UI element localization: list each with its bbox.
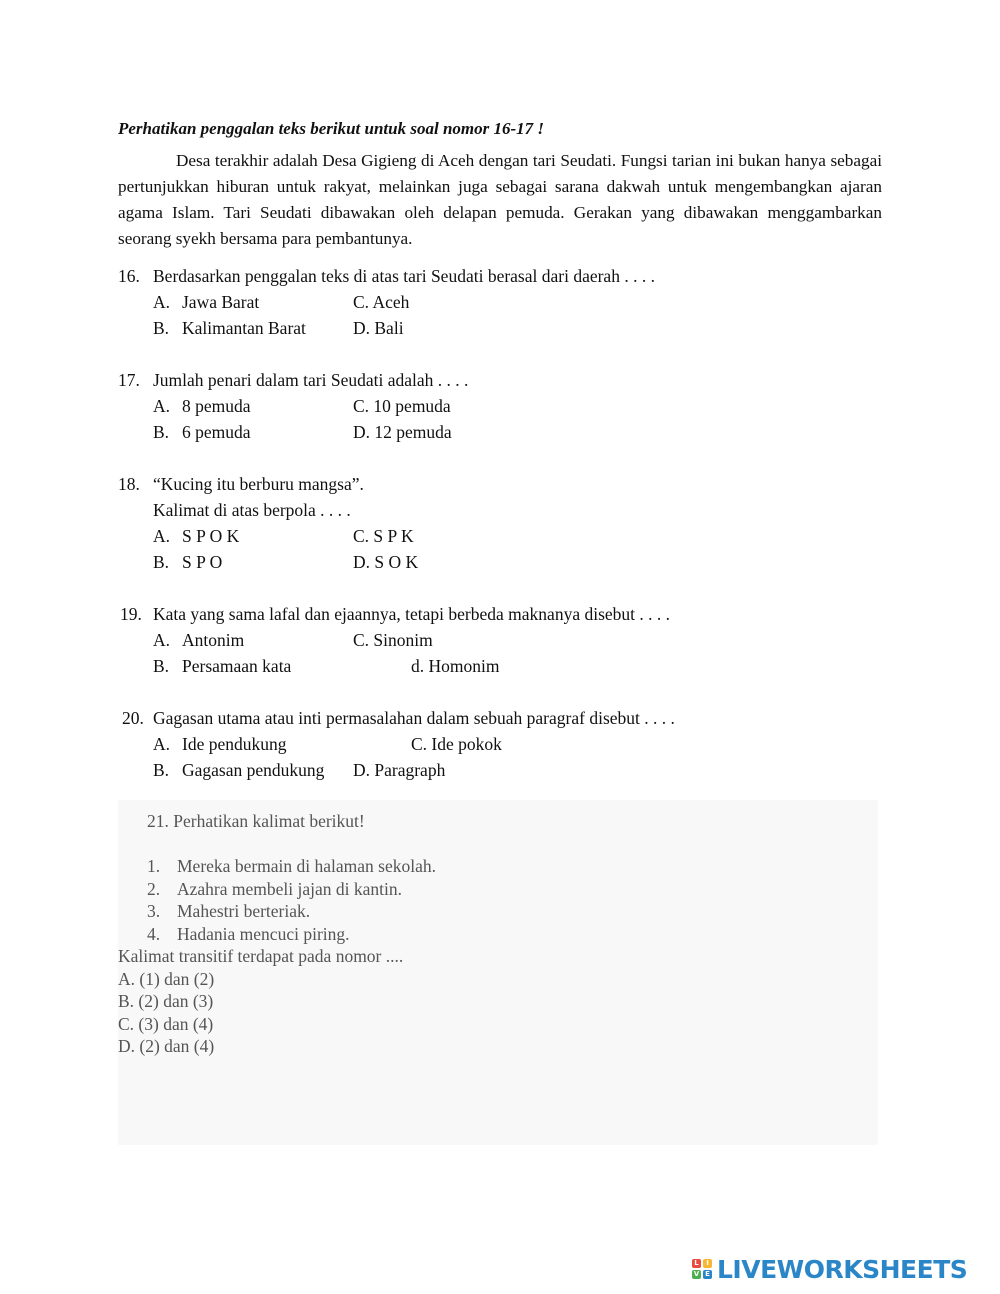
option-b-label: B. bbox=[153, 552, 170, 572]
option-b[interactable]: S P O bbox=[182, 552, 223, 572]
passage-text: Desa terakhir adalah Desa Gigieng di Aceh dengan tari Seudati. Fungsi tarian ini bukan hanya sebagai pertunjukkan hiburan untuk rakyat, melainkan juga sebagai sarana dakwah untuk mengembangkan ajaran agama Islam. Tari Seudati dibawakan oleh delapan pemuda. Gerakan yang dibawakan menggambarkan seorang syekh bersama para pembantunya. bbox=[118, 151, 882, 248]
option-b-label: B. bbox=[153, 656, 170, 676]
option-a[interactable]: A. (1) dan (2) bbox=[118, 969, 215, 989]
logo-mark-icon bbox=[692, 1259, 712, 1279]
option-a[interactable]: Ide pendukung bbox=[182, 734, 287, 754]
option-b-label: B. bbox=[153, 422, 170, 442]
list-item-number: 1. bbox=[147, 856, 161, 876]
logo-tile: L bbox=[692, 1259, 701, 1268]
logo-text: LIVEWORKSHEETS bbox=[717, 1254, 968, 1284]
logo-tile: E bbox=[703, 1270, 712, 1279]
logo-tile: V bbox=[693, 1270, 700, 1278]
question-text: “Kucing itu berburu mangsa”. bbox=[153, 474, 364, 494]
question-title: 21. Perhatikan kalimat berikut! bbox=[147, 811, 365, 831]
option-c[interactable]: C. Aceh bbox=[353, 292, 410, 312]
option-b-label: B. bbox=[153, 318, 170, 338]
option-b[interactable]: Persamaan kata bbox=[182, 656, 292, 676]
passage-heading: Perhatikan penggalan teks berikut untuk soal nomor 16-17 ! bbox=[118, 119, 545, 138]
list-item: Azahra membeli jajan di kantin. bbox=[177, 879, 402, 899]
question-text-2: Kalimat di atas berpola . . . . bbox=[153, 500, 351, 520]
question-prompt: Kalimat transitif terdapat pada nomor .... bbox=[118, 946, 404, 966]
option-a[interactable]: Antonim bbox=[182, 630, 245, 650]
list-item-number: 3. bbox=[147, 901, 161, 921]
logo-tile: I bbox=[703, 1259, 712, 1268]
option-d[interactable]: D. (2) dan (4) bbox=[118, 1036, 215, 1056]
option-a[interactable]: S P O K bbox=[182, 526, 240, 546]
option-d[interactable]: D. Bali bbox=[353, 318, 404, 338]
question-text: Berdasarkan penggalan teks di atas tari Seudati berasal dari daerah . . . . bbox=[153, 266, 655, 286]
question-text: Jumlah penari dalam tari Seudati adalah . . . . bbox=[153, 370, 469, 390]
option-d[interactable]: D. S O K bbox=[353, 552, 419, 572]
option-b[interactable]: Gagasan pendukung bbox=[182, 760, 325, 780]
question-text: Gagasan utama atau inti permasalahan dalam sebuah paragraf disebut . . . . bbox=[153, 708, 675, 728]
option-a-label: A. bbox=[153, 396, 171, 416]
question-number: 18. bbox=[118, 474, 140, 494]
liveworksheets-logo[interactable] bbox=[692, 1254, 967, 1284]
option-c[interactable]: C. 10 pemuda bbox=[353, 396, 451, 416]
question-21-image-area bbox=[118, 800, 878, 1145]
option-d[interactable]: D. 12 pemuda bbox=[353, 422, 452, 442]
option-a[interactable]: 8 pemuda bbox=[182, 396, 251, 416]
list-item: Mahestri berteriak. bbox=[177, 901, 311, 921]
question-number: 19. bbox=[120, 604, 142, 624]
option-a[interactable]: Jawa Barat bbox=[182, 292, 260, 312]
option-c[interactable]: C. (3) dan (4) bbox=[118, 1014, 214, 1034]
option-d[interactable]: D. Paragraph bbox=[353, 760, 446, 780]
list-item: Hadania mencuci piring. bbox=[177, 924, 350, 944]
list-item-number: 2. bbox=[147, 879, 161, 899]
option-b-label: B. bbox=[153, 760, 170, 780]
option-c[interactable]: C. S P K bbox=[353, 526, 414, 546]
option-b[interactable]: B. (2) dan (3) bbox=[118, 991, 214, 1011]
option-d[interactable]: d. Homonim bbox=[411, 656, 500, 676]
question-number: 20. bbox=[122, 708, 144, 728]
list-item-number: 4. bbox=[147, 924, 161, 944]
option-a-label: A. bbox=[153, 292, 171, 312]
option-a-label: A. bbox=[153, 630, 171, 650]
option-a-label: A. bbox=[153, 734, 171, 754]
option-a-label: A. bbox=[153, 526, 171, 546]
option-b[interactable]: 6 pemuda bbox=[182, 422, 251, 442]
list-item: Mereka bermain di halaman sekolah. bbox=[177, 856, 436, 876]
question-number: 16. bbox=[118, 266, 140, 286]
option-b[interactable]: Kalimantan Barat bbox=[182, 318, 306, 338]
question-number: 17. bbox=[118, 370, 140, 390]
option-c[interactable]: C. Ide pokok bbox=[411, 734, 502, 754]
option-c[interactable]: C. Sinonim bbox=[353, 630, 433, 650]
question-text: Kata yang sama lafal dan ejaannya, tetapi berbeda maknanya disebut . . . . bbox=[153, 604, 671, 624]
